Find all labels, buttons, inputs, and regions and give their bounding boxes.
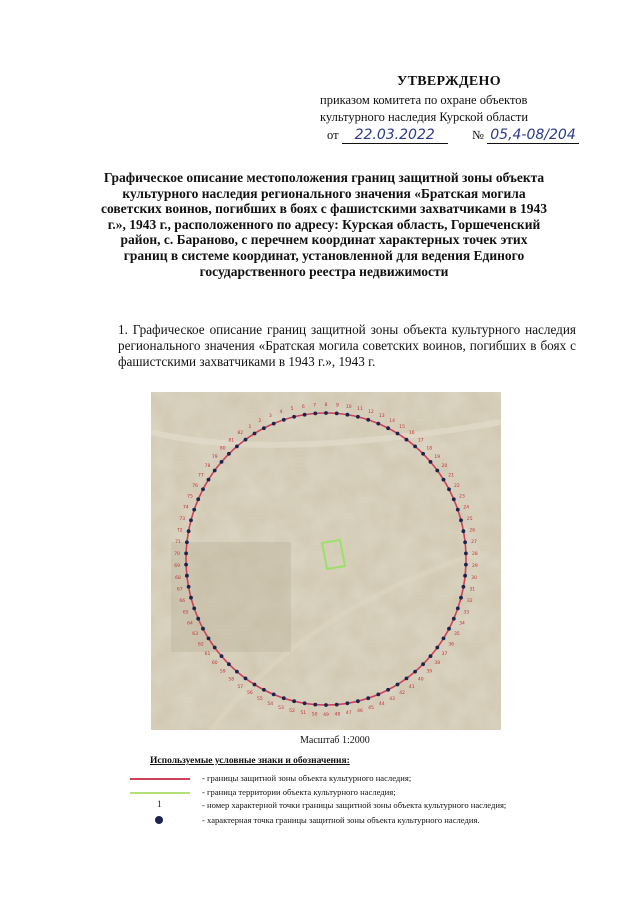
boundary-point [262, 688, 266, 692]
field-patch [171, 542, 291, 652]
boundary-point-number: 71 [175, 540, 181, 546]
boundary-point-number: 20 [441, 464, 448, 469]
boundary-point-number: 50 [311, 712, 318, 718]
boundary-point [253, 432, 257, 436]
boundary-point [429, 654, 433, 658]
boundary-point [459, 518, 463, 522]
scale-label: Масштаб 1:2000 [300, 735, 370, 746]
boundary-point [462, 585, 466, 589]
boundary-point-number: 52 [289, 708, 295, 714]
number-symbol: 1 [157, 799, 162, 809]
approval-line-2: культурного наследия Курской области [320, 110, 529, 124]
boundary-point-number: 61 [204, 652, 211, 657]
boundary-point [303, 413, 307, 417]
boundary-point [413, 670, 417, 674]
boundary-point-number: 79 [211, 454, 218, 460]
legend-item-point [130, 814, 550, 828]
boundary-point [346, 701, 350, 705]
boundary-point [313, 412, 317, 416]
boundary-point-number: 25 [466, 516, 473, 522]
boundary-point [421, 662, 425, 666]
boundary-point [184, 552, 188, 556]
boundary-point [185, 574, 189, 578]
boundary-point-number: 15 [399, 424, 405, 430]
boundary-point-number: 40 [417, 677, 424, 683]
boundary-point [187, 585, 191, 589]
boundary-point-number: 19 [434, 454, 441, 460]
boundary-point-number: 27 [471, 540, 477, 546]
boundary-point [324, 703, 328, 707]
boundary-point [447, 627, 451, 631]
boundary-point [244, 438, 248, 442]
red-line-symbol [130, 778, 190, 780]
boundary-point-number: 9 [335, 403, 339, 409]
boundary-point-number: 39 [426, 669, 433, 675]
boundary-point-number: 29 [472, 563, 478, 569]
boundary-point-number: 69 [174, 563, 180, 569]
boundary-point-number: 13 [378, 414, 385, 420]
boundary-point-number: 36 [448, 642, 454, 648]
boundary-point [456, 508, 460, 512]
boundary-point-number: 21 [448, 473, 454, 479]
boundary-point-number: 10 [345, 404, 352, 410]
boundary-point-number: 41 [408, 684, 415, 690]
boundary-point [429, 460, 433, 464]
boundary-point [335, 412, 339, 416]
boundary-point-number: 33 [463, 610, 470, 616]
boundary-point-number: 30 [471, 575, 477, 581]
boundary-point [220, 460, 224, 464]
boundary-point [235, 445, 239, 449]
boundary-point [463, 574, 467, 578]
boundary-point-number: 17 [417, 438, 424, 444]
boundary-point [192, 607, 196, 611]
boundary-point-number: 55 [257, 696, 263, 702]
boundary-point [184, 563, 188, 567]
boundary-point-number: 74 [182, 505, 189, 511]
boundary-point [313, 703, 317, 707]
boundary-map [151, 392, 501, 730]
boundary-point [442, 478, 446, 482]
boundary-point-number: 73 [179, 516, 186, 522]
boundary-point-number: 38 [434, 661, 441, 667]
boundary-point-number: 3 [268, 414, 272, 420]
legend-text: - характерная точка границы защитной зоны объекта культурного наследия. [202, 815, 480, 825]
boundary-point-number: 81 [228, 438, 235, 444]
legend-title: Используемые условные знаки и обозначения: [150, 756, 350, 766]
boundary-point [235, 670, 239, 674]
boundary-point [196, 617, 200, 621]
boundary-point [220, 654, 224, 658]
legend-item-zone [130, 772, 550, 786]
boundary-point [396, 432, 400, 436]
boundary-point-number: 26 [469, 528, 476, 534]
boundary-point-number: 2 [258, 419, 262, 425]
dot-symbol [155, 816, 163, 824]
boundary-point-number: 35 [454, 632, 460, 637]
boundary-point [405, 677, 409, 681]
legend-text: - граница территории объекта культурного наследия; [202, 787, 396, 797]
boundary-point [464, 552, 468, 556]
boundary-point-number: 49 [323, 713, 329, 718]
boundary-point [262, 426, 266, 430]
boundary-point-number: 59 [219, 669, 226, 675]
boundary-point-number: 60 [211, 661, 218, 667]
boundary-point-number: 48 [334, 712, 341, 718]
boundary-point-number: 64 [187, 621, 193, 627]
boundary-point [335, 703, 339, 707]
boundary-point-number: 18 [426, 446, 433, 452]
boundary-point-number: 82 [237, 431, 244, 437]
document-title: Графическое описание местоположения границ защитной зоны объекта культурного наследия регионального значения «Братская могила советских воинов, погибших в боях с фашистскими захватчиками в 1943 г.», 1943 г., расположенного по адресу: Курская область, Горшеченский район, с. Бараново, с перечнем координат характерных точек этих границ в системе координат, установленной для ведения Единого государственного реестра недвижимости [100, 170, 548, 279]
boundary-point [192, 508, 196, 512]
date-prefix: от [327, 128, 339, 142]
legend-text: - номер характерной точки границы защитной зоны объекта культурного наследия; [202, 800, 507, 810]
boundary-point [272, 422, 276, 426]
boundary-point-number: 78 [204, 464, 211, 469]
boundary-point-number: 4 [279, 410, 283, 416]
boundary-point-number: 16 [408, 431, 415, 437]
green-line-symbol [130, 792, 190, 794]
boundary-point-number: 72 [176, 528, 183, 534]
boundary-point [187, 529, 191, 533]
boundary-point [346, 413, 350, 417]
boundary-point [201, 627, 205, 631]
boundary-point [201, 487, 205, 491]
boundary-point [272, 693, 276, 697]
boundary-point-number: 56 [247, 691, 253, 697]
boundary-point-number: 43 [389, 696, 395, 702]
approval-line-1: приказом комитета по охране объектов [320, 93, 528, 107]
boundary-point [227, 452, 231, 456]
boundary-point-number: 32 [466, 599, 473, 605]
boundary-point [413, 445, 417, 449]
boundary-point-number: 58 [228, 677, 235, 683]
boundary-point [366, 418, 370, 422]
boundary-point-number: 80 [219, 446, 226, 452]
boundary-point [452, 497, 456, 501]
boundary-point-number: 8 [324, 403, 328, 408]
boundary-point-number: 11 [357, 407, 363, 413]
boundary-point-number: 34 [459, 621, 465, 627]
map-drawing [151, 392, 501, 730]
boundary-point [376, 693, 380, 697]
boundary-point [282, 418, 286, 422]
boundary-point-number: 31 [469, 587, 476, 593]
boundary-point [292, 699, 296, 703]
boundary-point [213, 646, 217, 650]
boundary-point [396, 683, 400, 687]
boundary-point-number: 63 [192, 632, 198, 637]
handwritten-order-number: 05,4-08/204 [487, 127, 579, 144]
boundary-point [303, 701, 307, 705]
boundary-point-number: 70 [174, 552, 180, 558]
boundary-point-number: 1 [248, 424, 252, 430]
boundary-point-number: 22 [454, 484, 460, 489]
boundary-point-number: 46 [357, 708, 363, 714]
boundary-point [207, 637, 211, 641]
boundary-point-number: 47 [345, 711, 352, 717]
boundary-point-number: 12 [368, 410, 374, 416]
boundary-point [196, 497, 200, 501]
boundary-point-number: 37 [441, 652, 448, 657]
boundary-point-number: 24 [463, 505, 470, 511]
boundary-point-number: 5 [290, 407, 294, 413]
boundary-point [356, 699, 360, 703]
boundary-point-number: 68 [175, 575, 181, 581]
boundary-point-number: 28 [472, 552, 478, 558]
boundary-point-number: 57 [237, 684, 244, 690]
boundary-point-number: 14 [389, 419, 395, 425]
boundary-point-number: 54 [267, 701, 274, 707]
boundary-point [447, 487, 451, 491]
boundary-point [459, 596, 463, 600]
boundary-point-number: 62 [198, 642, 204, 648]
boundary-point-number: 76 [192, 484, 198, 489]
legend-text: - границы защитной зоны объекта культурного наследия; [202, 773, 412, 783]
boundary-point [213, 469, 217, 473]
boundary-point [386, 426, 390, 430]
boundary-point [292, 415, 296, 419]
boundary-point-number: 67 [176, 587, 183, 593]
boundary-point [464, 563, 468, 567]
boundary-point-number: 51 [300, 711, 307, 717]
legend-item-territory [130, 786, 550, 800]
boundary-point-number: 77 [198, 473, 204, 479]
approval-date-number-row [327, 127, 579, 144]
boundary-point [435, 469, 439, 473]
boundary-point-number: 6 [301, 404, 305, 410]
boundary-point-number: 53 [278, 705, 284, 711]
boundary-point [189, 518, 193, 522]
boundary-point-number: 65 [182, 610, 189, 616]
boundary-point [386, 688, 390, 692]
boundary-point [421, 452, 425, 456]
boundary-point [324, 411, 328, 415]
boundary-point [405, 438, 409, 442]
description-paragraph: 1. Графическое описание границ защитной зоны объекта культурного наследия регионального значения «Братская могила советских воинов, погибших в боях с фашистскими захватчиками в 1943 г.», 1943 г. [118, 322, 576, 369]
boundary-point-number: 42 [399, 691, 405, 697]
approval-title: УТВЕРЖДЕНО [397, 74, 501, 89]
boundary-point-number: 75 [187, 494, 193, 500]
boundary-point [244, 677, 248, 681]
boundary-point [185, 540, 189, 544]
boundary-point [456, 607, 460, 611]
boundary-point [189, 596, 193, 600]
handwritten-date: 22.03.2022 [342, 127, 448, 144]
number-prefix: № [471, 128, 484, 142]
boundary-point [207, 478, 211, 482]
boundary-point [227, 662, 231, 666]
boundary-point [463, 540, 467, 544]
boundary-point [376, 422, 380, 426]
boundary-point [442, 637, 446, 641]
boundary-point-number: 23 [459, 494, 465, 500]
boundary-point-number: 45 [368, 705, 374, 711]
boundary-point [435, 646, 439, 650]
boundary-point [356, 415, 360, 419]
boundary-point [366, 696, 370, 700]
boundary-point [282, 696, 286, 700]
boundary-point [452, 617, 456, 621]
boundary-point-number: 44 [378, 701, 385, 707]
boundary-point-number: 7 [313, 403, 317, 409]
legend-item-point-number [130, 799, 550, 813]
boundary-point [462, 529, 466, 533]
boundary-point-number: 66 [179, 599, 186, 605]
boundary-point [253, 683, 257, 687]
